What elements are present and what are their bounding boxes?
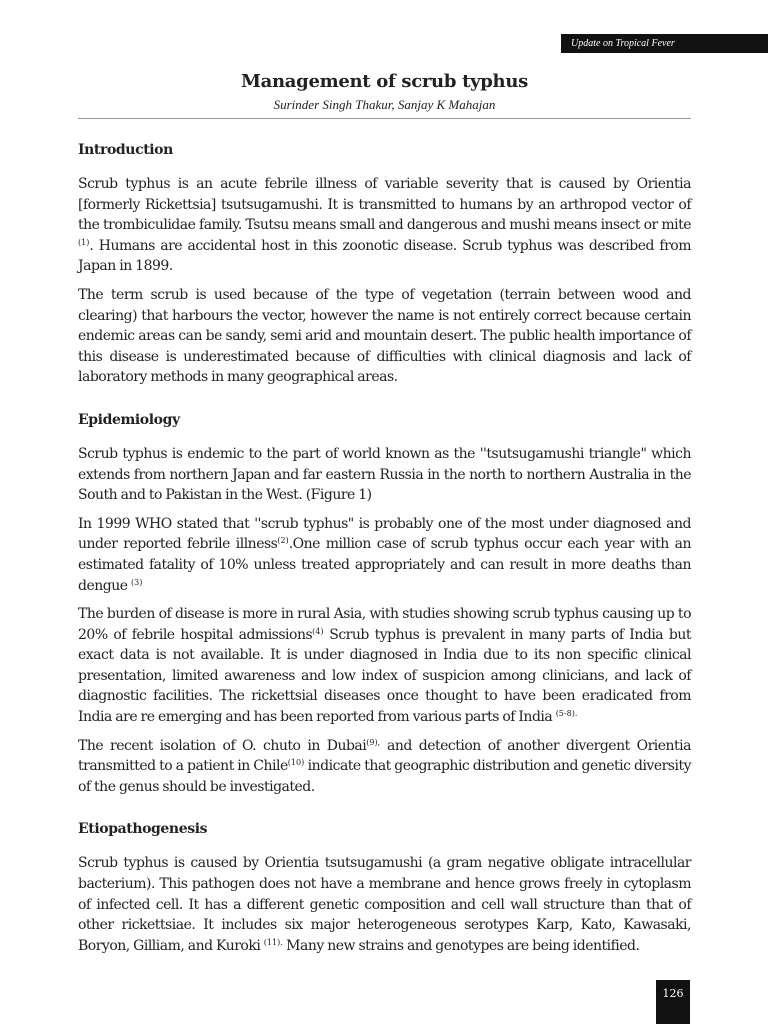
paragraph bbox=[78, 514, 691, 596]
citation: (5-8). bbox=[555, 709, 578, 719]
citation: (9), bbox=[366, 737, 381, 747]
section-introduction bbox=[78, 140, 691, 388]
paragraph bbox=[78, 604, 691, 728]
text-run: Scrub typhus is an acute febrile illness of variable severity that is caused by Orientia [formerly Rickettsia] tsutsugamushi. It is transmitted to humans by an arthropod vector of the trombiculidae family. Tsutsu means small and dangerous and mushi means insect or mite bbox=[78, 176, 691, 234]
paragraph bbox=[78, 736, 691, 798]
text-run: In 1999 WHO stated that ''scrub typhus" is probably one of the most under diagnosed and under reported febrile illness bbox=[78, 515, 691, 553]
text-run: . Humans are accidental host in this zoonotic disease. Scrub typhus was described from Japan in 1899. bbox=[78, 237, 691, 275]
text-run: The burden of disease is more in rural Asia, with studies showing scrub typhus causing up to 20% of febrile hospital admissions bbox=[78, 606, 691, 643]
title-block bbox=[78, 70, 691, 113]
citation: (2) bbox=[277, 536, 289, 546]
paragraph bbox=[78, 853, 691, 956]
title-divider bbox=[78, 118, 691, 119]
article-title: Management of scrub typhus bbox=[241, 71, 528, 92]
running-header: Update on Tropical Fever bbox=[561, 34, 768, 53]
article-body bbox=[78, 140, 691, 964]
text-run: Scrub typhus is caused by Orientia tsutsugamushi (a gram negative obligate intracellular bacterium). This pathogen does not have a membrane and hence grows freely in cytoplasm of infected cell. It has a different genetic composition and cell wall structure than that of other rickettsiae. It includes six major heterogeneous serotypes Karp, Kato, Kawasaki, Boryon, Gilliam, and Kuroki bbox=[78, 855, 691, 954]
text-run: indicate that geographic distribution and genetic diversity of the genus should be investigated. bbox=[78, 758, 692, 795]
section-etiopathogenesis bbox=[78, 819, 691, 956]
citation: (4) bbox=[312, 626, 324, 636]
paragraph bbox=[78, 174, 691, 277]
paragraph: Scrub typhus is endemic to the part of world known as the ''tsutsugamushi triangle" which extends from northern Japan and far eastern Russia in the north to northern Australia in the South and to Pakistan in the West. (Figure 1) bbox=[78, 445, 691, 504]
page-number: 126 bbox=[656, 980, 690, 1024]
citation: (11). bbox=[263, 937, 283, 947]
text-run: and detection of another divergent Orientia transmitted to a patient in Chile bbox=[78, 737, 691, 775]
section-epidemiology bbox=[78, 410, 691, 798]
text-run: .One million case of scrub typhus occur each year with an estimated fatality of 10% unless treated appropriately and can result in more deaths than dengue bbox=[78, 536, 691, 594]
article-authors: Surinder Singh Thakur, Sanjay K Mahajan bbox=[273, 97, 496, 112]
section-heading: Etiopathogenesis bbox=[78, 821, 208, 838]
text-run: Many new strains and genotypes are being identified. bbox=[282, 937, 640, 954]
citation: (10) bbox=[287, 758, 305, 768]
section-heading: Epidemiology bbox=[78, 411, 180, 428]
paragraph: The term scrub is used because of the type of vegetation (terrain between wood and clearing) that harbours the vector, however the name is not entirely correct because certain endemic areas can be sandy, semi arid and mountain desert. The public health importance of this disease is underestimated because of difficulties with clinical diagnosis and lack of laboratory methods in many geographical areas. bbox=[78, 286, 691, 386]
section-heading: Introduction bbox=[78, 142, 173, 158]
citation: (3) bbox=[130, 577, 143, 587]
text-run: The recent isolation of O. chuto in Dubai bbox=[78, 737, 367, 754]
text-run: Scrub typhus is prevalent in many parts of India but exact data is not available. It is under diagnosed in India due to its non specific clinical presentation, limited awareness and low index of suspicion among clinicians, and lack of diagnostic facilities. The rickettsial diseases once thought to have been eradicated from India are re emerging and has been reported from various parts of India bbox=[78, 626, 691, 726]
citation: (1) bbox=[78, 237, 90, 247]
